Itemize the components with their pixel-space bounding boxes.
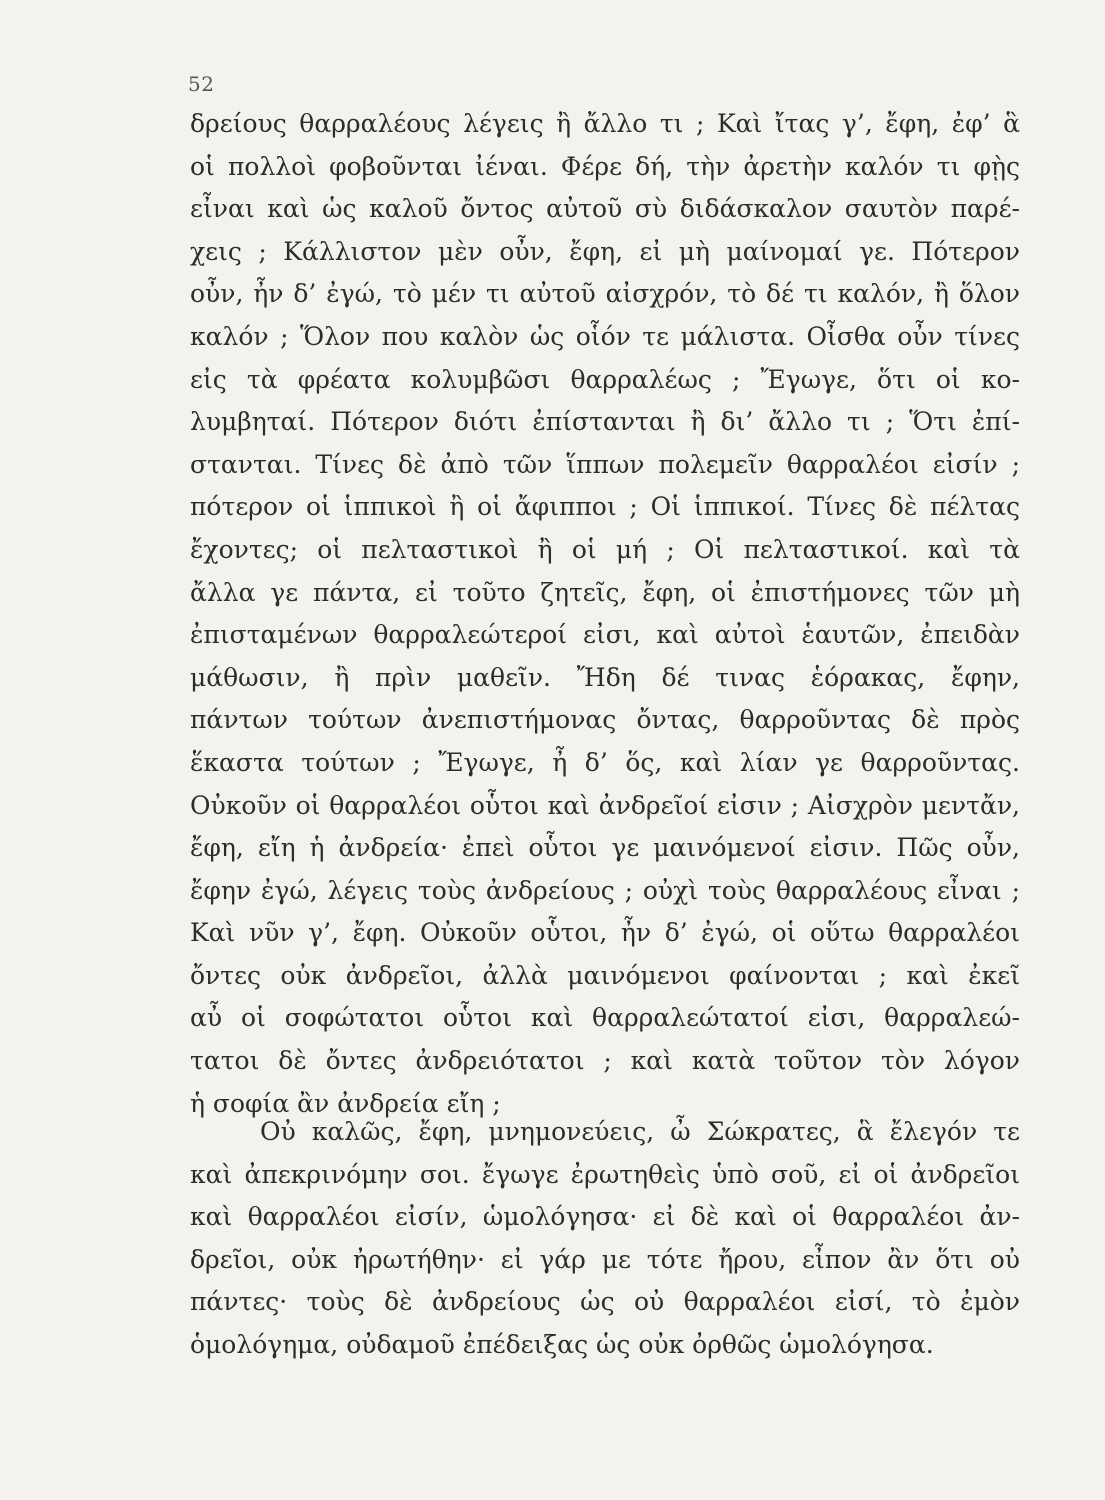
text-line: καὶ θαρραλέοι εἰσίν, ὡμολόγησα· εἰ δὲ καὶ οἱ θαρραλέοι ἀν- (190, 1202, 1020, 1232)
text-line: Καὶ νῦν γ’, ἔφη. Οὐκοῦν οὗτοι, ἦν δ’ ἐγώ, οἱ οὕτω θαρραλέοι (190, 918, 1020, 948)
text-line: καλόν ; Ὅλον που καλὸν ὡς οἷόν τε μάλιστα. Οἶσθα οὖν τίνες (190, 321, 1020, 351)
text-line: δρεῖοι, οὐκ ἠρωτήθην· εἰ γάρ με τότε ἤρου, εἶπον ἂν ὅτι οὐ (190, 1244, 1020, 1274)
text-line: ὄντες οὐκ ἀνδρεῖοι, ἀλλὰ μαινόμενοι φαίνονται ; καὶ ἐκεῖ (190, 960, 1020, 990)
text-line: ἕκαστα τούτων ; Ἔγωγε, ἦ δ’ ὅς, καὶ λίαν γε θαρροῦντας. (190, 747, 1020, 777)
text-line: χεις ; Κάλλιστον μὲν οὖν, ἔφη, εἰ μὴ μαίνομαί γε. Πότερον (190, 236, 1020, 266)
text-line: ἐπισταμένων θαρραλεώτεροί εἰσι, καὶ αὐτοὶ ἑαυτῶν, ἐπειδὰν (190, 620, 1020, 650)
text-line: πάντες· τοὺς δὲ ἀνδρείους ὡς οὐ θαρραλέοι εἰσί, τὸ ἐμὸν (190, 1287, 1020, 1317)
text-line: εἰς τὰ φρέατα κολυμβῶσι θαρραλέως ; Ἔγωγε, ὅτι οἱ κο- (190, 364, 1020, 394)
text-line: ἔφη, εἴη ἡ ἀνδρεία· ἐπεὶ οὗτοι γε μαινόμενοί εἰσιν. Πῶς οὖν, (190, 833, 1020, 863)
paragraph-2 (190, 1111, 1020, 1367)
text-line: πότερον οἱ ἱππικοὶ ἢ οἱ ἄφιπποι ; Οἱ ἱππικοί. Τίνες δὲ πέλτας (190, 492, 1020, 522)
text-line: ἡ σοφία ἂν ἀνδρεία εἴη ; (190, 1088, 501, 1118)
text-line: εἶναι καὶ ὡς καλοῦ ὄντος αὐτοῦ σὺ διδάσκαλον σαυτὸν παρέ- (190, 194, 1020, 224)
text-line: δρείους θαρραλέους λέγεις ἢ ἄλλο τι ; Καὶ ἴτας γ’, ἔφη, ἐφ’ ἃ (190, 109, 1020, 138)
text-line: λυμβηταί. Πότερον διότι ἐπίστανται ἢ δι’ ἄλλο τι ; Ὅτι ἐπί- (190, 407, 1020, 437)
text-line: μάθωσιν, ἢ πρὶν μαθεῖν. Ἤδη δέ τινας ἑόρακας, ἔφην, (190, 662, 1020, 692)
text-line: τατοι δὲ ὄντες ἀνδρειότατοι ; καὶ κατὰ τοῦτον τὸν λόγον (190, 1046, 1020, 1076)
page-number: 52 (188, 72, 215, 96)
text-line: στανται. Τίνες δὲ ἀπὸ τῶν ἵππων πολεμεῖν θαρραλέοι εἰσίν ; (190, 449, 1020, 479)
text-line: ἔχοντες; οἱ πελταστικοὶ ἢ οἱ μή ; Οἱ πελταστικοί. καὶ τὰ (190, 534, 1020, 564)
text-line: πάντων τούτων ἀνεπιστήμονας ὄντας, θαρροῦντας δὲ πρὸς (190, 705, 1020, 735)
text-line: αὖ οἱ σοφώτατοι οὗτοι καὶ θαρραλεώτατοί εἰσι, θαρραλεώ- (190, 1003, 1020, 1033)
text-line: ἄλλα γε πάντα, εἰ τοῦτο ζητεῖς, ἔφη, οἱ ἐπιστήμονες τῶν μὴ (190, 577, 1020, 607)
text-line: ὁμολόγημα, οὐδαμοῦ ἐπέδειξας ὡς οὐκ ὀρθῶς ὡμολόγησα. (190, 1329, 934, 1359)
text-line: Οὐ καλῶς, ἔφη, μνημονεύεις, ὦ Σώκρατες, ἃ ἔλεγόν τε (260, 1117, 1020, 1146)
text-line: οὖν, ἦν δ’ ἐγώ, τὸ μέν τι αὐτοῦ αἰσχρόν, τὸ δέ τι καλόν, ἢ ὅλον (190, 279, 1020, 309)
paragraph-1 (190, 103, 1020, 1125)
text-line: καὶ ἀπεκρινόμην σοι. ἔγωγε ἐρωτηθεὶς ὑπὸ σοῦ, εἰ οἱ ἀνδρεῖοι (190, 1159, 1020, 1189)
text-line: ἔφην ἐγώ, λέγεις τοὺς ἀνδρείους ; οὐχὶ τοὺς θαρραλέους εἶναι ; (190, 875, 1020, 905)
text-line: Οὐκοῦν οἱ θαρραλέοι οὗτοι καὶ ἀνδρεῖοί εἰσιν ; Αἰσχρὸν μεντἄν, (190, 790, 1020, 820)
text-line: οἱ πολλοὶ φοβοῦνται ἰέναι. Φέρε δή, τὴν ἀρετὴν καλόν τι φῂς (190, 151, 1020, 181)
